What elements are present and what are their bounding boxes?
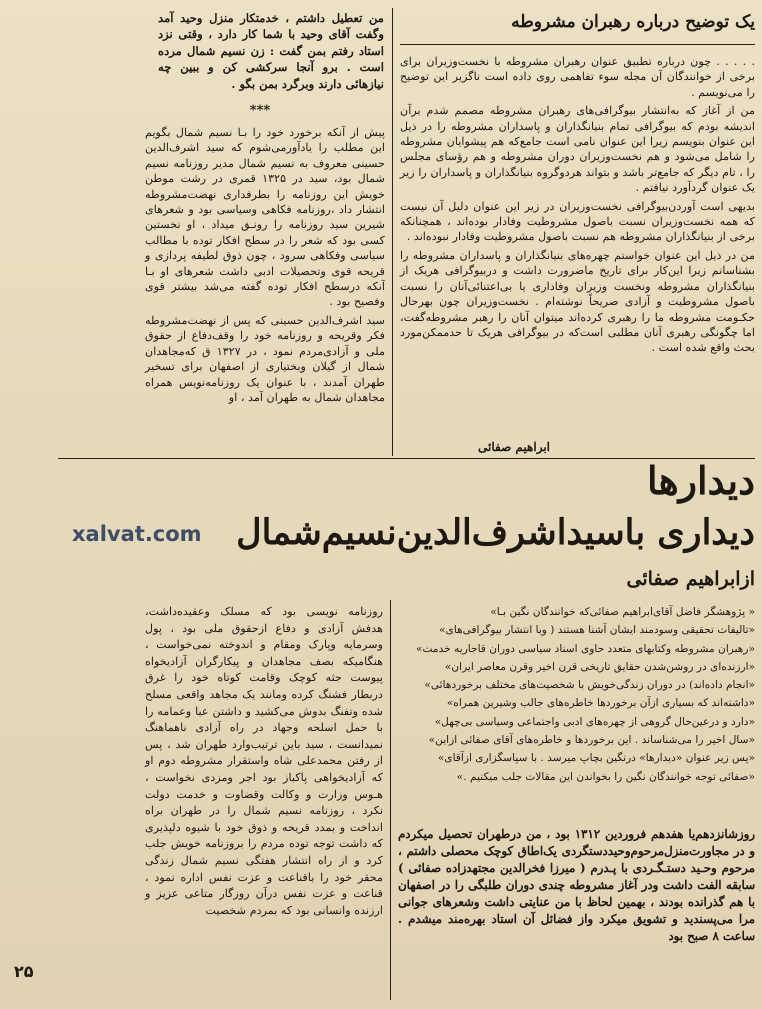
column-divider: [390, 600, 391, 1000]
feature-headline: دیداری باسیداشرف‌الدین‌نسیم‌شمال: [236, 512, 755, 553]
article-paragraph: روزنامه نویسی بود که مسلک وعقیده‌داشت، هدفش آزادی و دفاع ازحقوق ملی بود ، پول وسرمایه وپارک ومقام و اندوخته نمی‌خواست ، هنگامیکه بصف مجاهدان و پیکارگران آزادیخواه پیوست جثه کوچک وقامت کوتاه خود را غرق دربطار فشنگ کرده ومانند یک مجاهد واقعی مسلح شده وتفنگ بدوش می‌کشید و داشتن عبا وعمامه را با حمل اسلحه وجهاد در راه آزادی ناهماهنگ نمیدانست ، سید باین ترتیب‌وارد طهران شد ، پس از رفتن محمدعلی شاه واستقرار مشروطه دوم او که آزادیخواهی پاکباز بود اجر ومزدی نخواست ، هـوس وزارت و وکالت وقضاوت و خدمت دولت نکرد ، روزنامه نسیم شمال را در طهران براه انداخت و بمدد قریحه و ذوق خود با شیوه دلپذیری که داشت توجه توده مردم را بروزنامه خویش جلب کرد و از راه انتشار هفتگی نسیم شمال زندگی محقر خود را باقناعت و عزت نفس اداره نمود ، قناعت و عزت نفس درآن روزگار متاعی عزیز و ارزنده وانسانی بود که بمردم شخصیت: [145, 605, 383, 917]
section-heading: دیدارها: [647, 458, 755, 503]
intro-line: «انجام داده‌اند) در دوران زندگی‌خویش با شخصیت‌های مختلف برخوردهائی»: [424, 679, 755, 692]
article-paragraph: من از آغاز که به‌انتشار بیوگرافی‌های رهبران مشروطه مصمم شدم برآن اندیشه بودم که بیوگرافی تمام بنیانگذاران و پاسداران مشروطه را در ذیل این عنوان بنویسم زیرا این عنوان نامی است جامع‌که هم پیشوایان مشروطه را شامل می‌شود و هم نخست‌وزیران دوران مشروطه و هم رؤسای مجلس را ، تام دیگر که جامع‌تر باشد و بتواند هردوگروه بنیانگذاران و پاسداران را زیر یک عنوان گردآورد نیافتم .: [400, 104, 755, 195]
feature-byline: ازابراهیم صفائی: [626, 568, 755, 590]
continuation-body: [145, 125, 385, 453]
site-watermark: xalvat.com: [72, 522, 202, 546]
intro-line: «پس زیر عنوان «دیدارها» درنگین بچاپ میرسد . با سپاسگزاری ازآقای»: [437, 752, 755, 765]
article-paragraph: من در ذیل این عنوان خواستم چهره‌های بنیانگذاران و پاسداران مشروطه را بشناسانم زیرا این‌کار برای تاریخ ماضرورت داشت و دربیوگرافی هریک از بنیانگذاران مشروطه ونخست وزیران وفاداری یا بی‌اعتنائی‌آنان را نسبت باصول مشروطیت و آزادی صریحاً نوشته‌ام . نخست‌وزیران چون بهرحال حکـومت مشروطه ما را رهبری کرده‌اند میتوان آنان را رهبر مشروطه‌گفت، اما چگونگی رهبری آنان مطلبی است‌که در بیوگرافی هریک تا حدممکن‌مورد بحث واقع شده است .: [400, 248, 755, 355]
article-signature: ابراهیم صفائی: [478, 440, 550, 454]
intro-line: «رهبران مشروطه وکتابهای متعدد حاوی اسناد سیاسی دوران قاجاریه خدمت»: [416, 642, 755, 655]
intro-line: «سال اخیر را می‌شناساند . این برخوردها و خاطره‌های آقای صفائی ازاین»: [428, 734, 755, 747]
article-paragraph: بدیهی است آوردن‌بیوگرافی نخست‌وزیران در زیر این عنوان دلیل آن نیست که همه نخست‌وزیران نسبت باصول مشروطیت وفادار بوده‌اند ، همچنانکه برخی از بنیانگذاران مشروطه هم نسبت باصول مشروطیت وفادار نبوده‌اند .: [400, 199, 755, 244]
feature-opening: روزشانزدهم‌یا هفدهم فروردین ۱۳۱۲ بود ، من درطهران تحصیل میکردم و در مجاورت‌منزل‌مرحوم‌وحیددستگردی یک‌اطاق کوچک محصلی داشتم ، مرحوم وحـید دستـگـردی با پـدرم ( میرزا فخرالدین مجتهدزاده صفائی ) سابقه الفت داشت ودر آغاز مشروطه چندی دوران طلبگی را در اصفهان با هم گذرانده بودند ، بهمین لحاظ با من عنایتی داشت وشعرهای جوانی مرا می‌پسندید و تشویق میکرد واز فضائل آن استاد بهره‌مند میشدم . ساعت ۸ صبح بود: [398, 827, 755, 943]
column-divider: [392, 8, 393, 456]
intro-line: «تالیفات تحقیقی وسودمند ایشان آشنا هستند ( وبا انتشار بیوگرافی‌های»: [439, 624, 755, 637]
intro-line: «داشته‌اند که بسیاری ازآن برخوردها خاطره‌های جالب وشیرین همراه»: [446, 697, 755, 710]
article-title: یک توضیح درباره رهبران مشروطه: [511, 12, 755, 32]
separator-stars: ***: [249, 103, 271, 118]
intro-line: «ارزنده‌ای در روشن‌شدن حقایق تاریخی قرن اخیر وقرن معاصر ایران»: [444, 660, 755, 673]
article-body: [400, 54, 755, 434]
page-number: ۲۵: [14, 962, 34, 981]
article-paragraph: سید اشرف‌الدین حسینی که پس از نهضت‌مشروطه فکر وقریحه و روزنامه خود را وقف‌دفاع از حقوق ملی و آزادی‌مردم نمود ، در ۱۳۲۷ ق که‌مجاهدان شمال از گیلان وبختیاری از اصفهان برای تسخیر طهران آمدند ، با عنوان یک روزنامه‌نویس همراه مجاهدان شمال به طهران آمد ، او: [145, 313, 385, 404]
intro-line: « پژوهشگر فاضل آقای‌ابراهیم صفائی‌که خوانندگان نگین بـا»: [490, 606, 755, 618]
feature-continuation: [145, 604, 383, 1000]
lead-paragraph: من تعطیل داشتم ، خدمتکار منزل وحید آمد وگفت آقای وحید با شما کار دارد ، وقتی نزد استاد رفتم بمن گفت : زن نسیم شمال مرده است . برو آنجا سرکشی کن و ببین چه نیازهائی دارند وبرگرد بمن بگو .: [158, 11, 384, 91]
intro-line: «دارد و درعین‌حال گروهی از چهره‌های ادبی واجتماعی وسیاسی بی‌چهل»: [434, 715, 755, 728]
intro-line: «صفائی توجه خوانندگان نگین را بخواندن این مقالات جلب میکنیم .»: [456, 770, 755, 783]
article-paragraph: . . . . . چون درباره تطبیق عنوان رهبران مشروطه با نخست‌وزیران برای برخی از خوانندگان آن مجله سوء تفاهمی روی داده است ناگزیر این توضیح را می‌نویسم .: [400, 55, 755, 99]
title-underline: [400, 44, 755, 45]
editorial-intro: [398, 603, 755, 818]
article-paragraph: پیش از آنکه برخورد خود را بـا نسیم شمال بگویم این مطلب را یادآورمی‌شوم که سید اشرف‌الدین حسینی معروف به نسیم شمال مدیر روزنامه نسیم شمال بود، سید در ۱۳۲۵ قمری در رشت موطن خویش این روزنامه را بطرفداری نهضت‌مشروطه انتشار داد ،روزنامه فکاهی وسیاسی بود و شعرهای شیرین سید روزنامه را رونـق میداد ، او نخستین کسی بود که شعر را در سطح افکار توده با مطالب سیاسی وفکاهی سرود ، چون ذوق لطیفه پردازی و قریحه قوی وتحصیلات ادبی داشت شعرهای او بـا آنکه درسطح افکار توده گفته می‌شد بیشتر قوی وفصیح بود .: [145, 126, 385, 309]
